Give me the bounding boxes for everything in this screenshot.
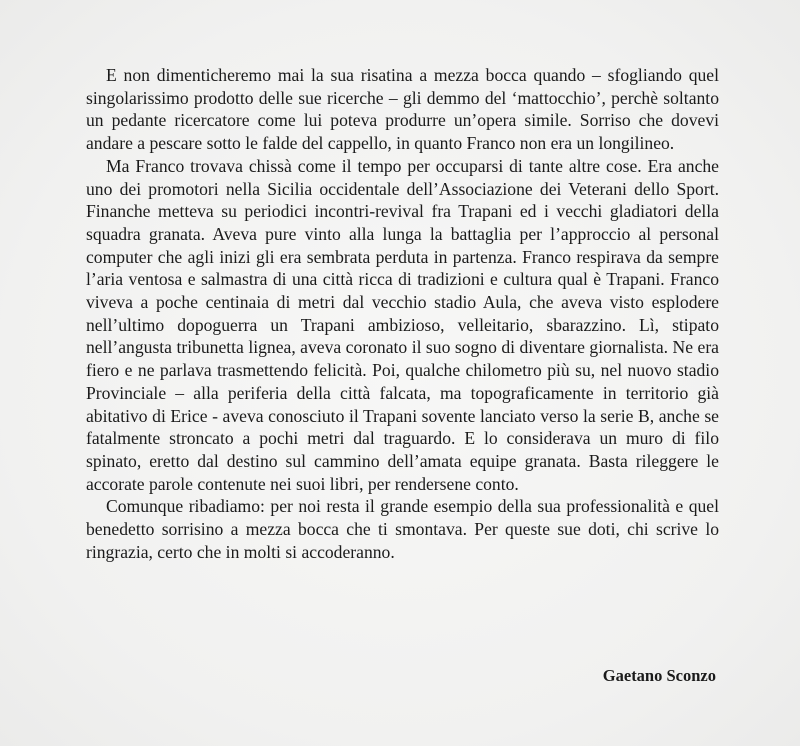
paragraph-2: Ma Franco trovava chissà come il tempo per occuparsi di tante altre cose. Era anche uno dei promotori nella Sicilia occidentale dell’Associazione dei Veterani dello Sport. Finanche metteva su periodici incontri-revival fra Trapani ed i vecchi gladiatori della squadra granata. Aveva pure vinto alla lunga la battaglia per l’approccio al personal computer che agli inizi gli era sembrata perduta in partenza. Franco respirava da sempre l’aria ventosa e salmastra di una città ricca di tradizioni e cultura qual è Trapani. Franco viveva a poche centinaia di metri dal vecchio stadio Aula, che aveva visto esplodere nell’ultimo dopoguerra un Trapani ambizioso, velleitario, sbarazzino. Lì, stipato nell’angusta tribunetta lignea, aveva coronato il suo sogno di diventare giornalista. Ne era fiero e ne parlava trasmettendo felicità. Poi, qualche chilometro più su, nel nuovo stadio Provinciale – alla periferia della città falcata, ma topograficamente in territorio già abitativo di Erice - aveva conosciuto il Trapani sovente lanciato verso la serie B, anche se fatalmente stroncato a pochi metri dal traguardo. E lo considerava un muro di filo spinato, eretto dal destino sul cammino dell’amata equipe granata. Basta rileggere le accorate parole contenute nei suoi libri, per rendersene conto. bbox=[86, 155, 719, 494]
article-body bbox=[86, 64, 719, 563]
author-signature: Gaetano Sconzo bbox=[602, 666, 716, 685]
paragraph-1: E non dimenticheremo mai la sua risatina a mezza bocca quando – sfogliando quel singolarissimo prodotto delle sue ricerche – gli demmo del ‘mattocchio’, perchè soltanto un pedante ricercatore come lui poteva produrre un’opera simile. Sorriso che dovevi andare a pescare sotto le falde del cappello, in quanto Franco non era un longilineo. bbox=[86, 65, 719, 154]
paragraph-3: Comunque ribadiamo: per noi resta il grande esempio della sua professionalità e quel benedetto sorrisino a mezza bocca che ti smontava. Per queste sue doti, chi scrive lo ringrazia, certo che in molti si accoderanno. bbox=[86, 496, 719, 562]
